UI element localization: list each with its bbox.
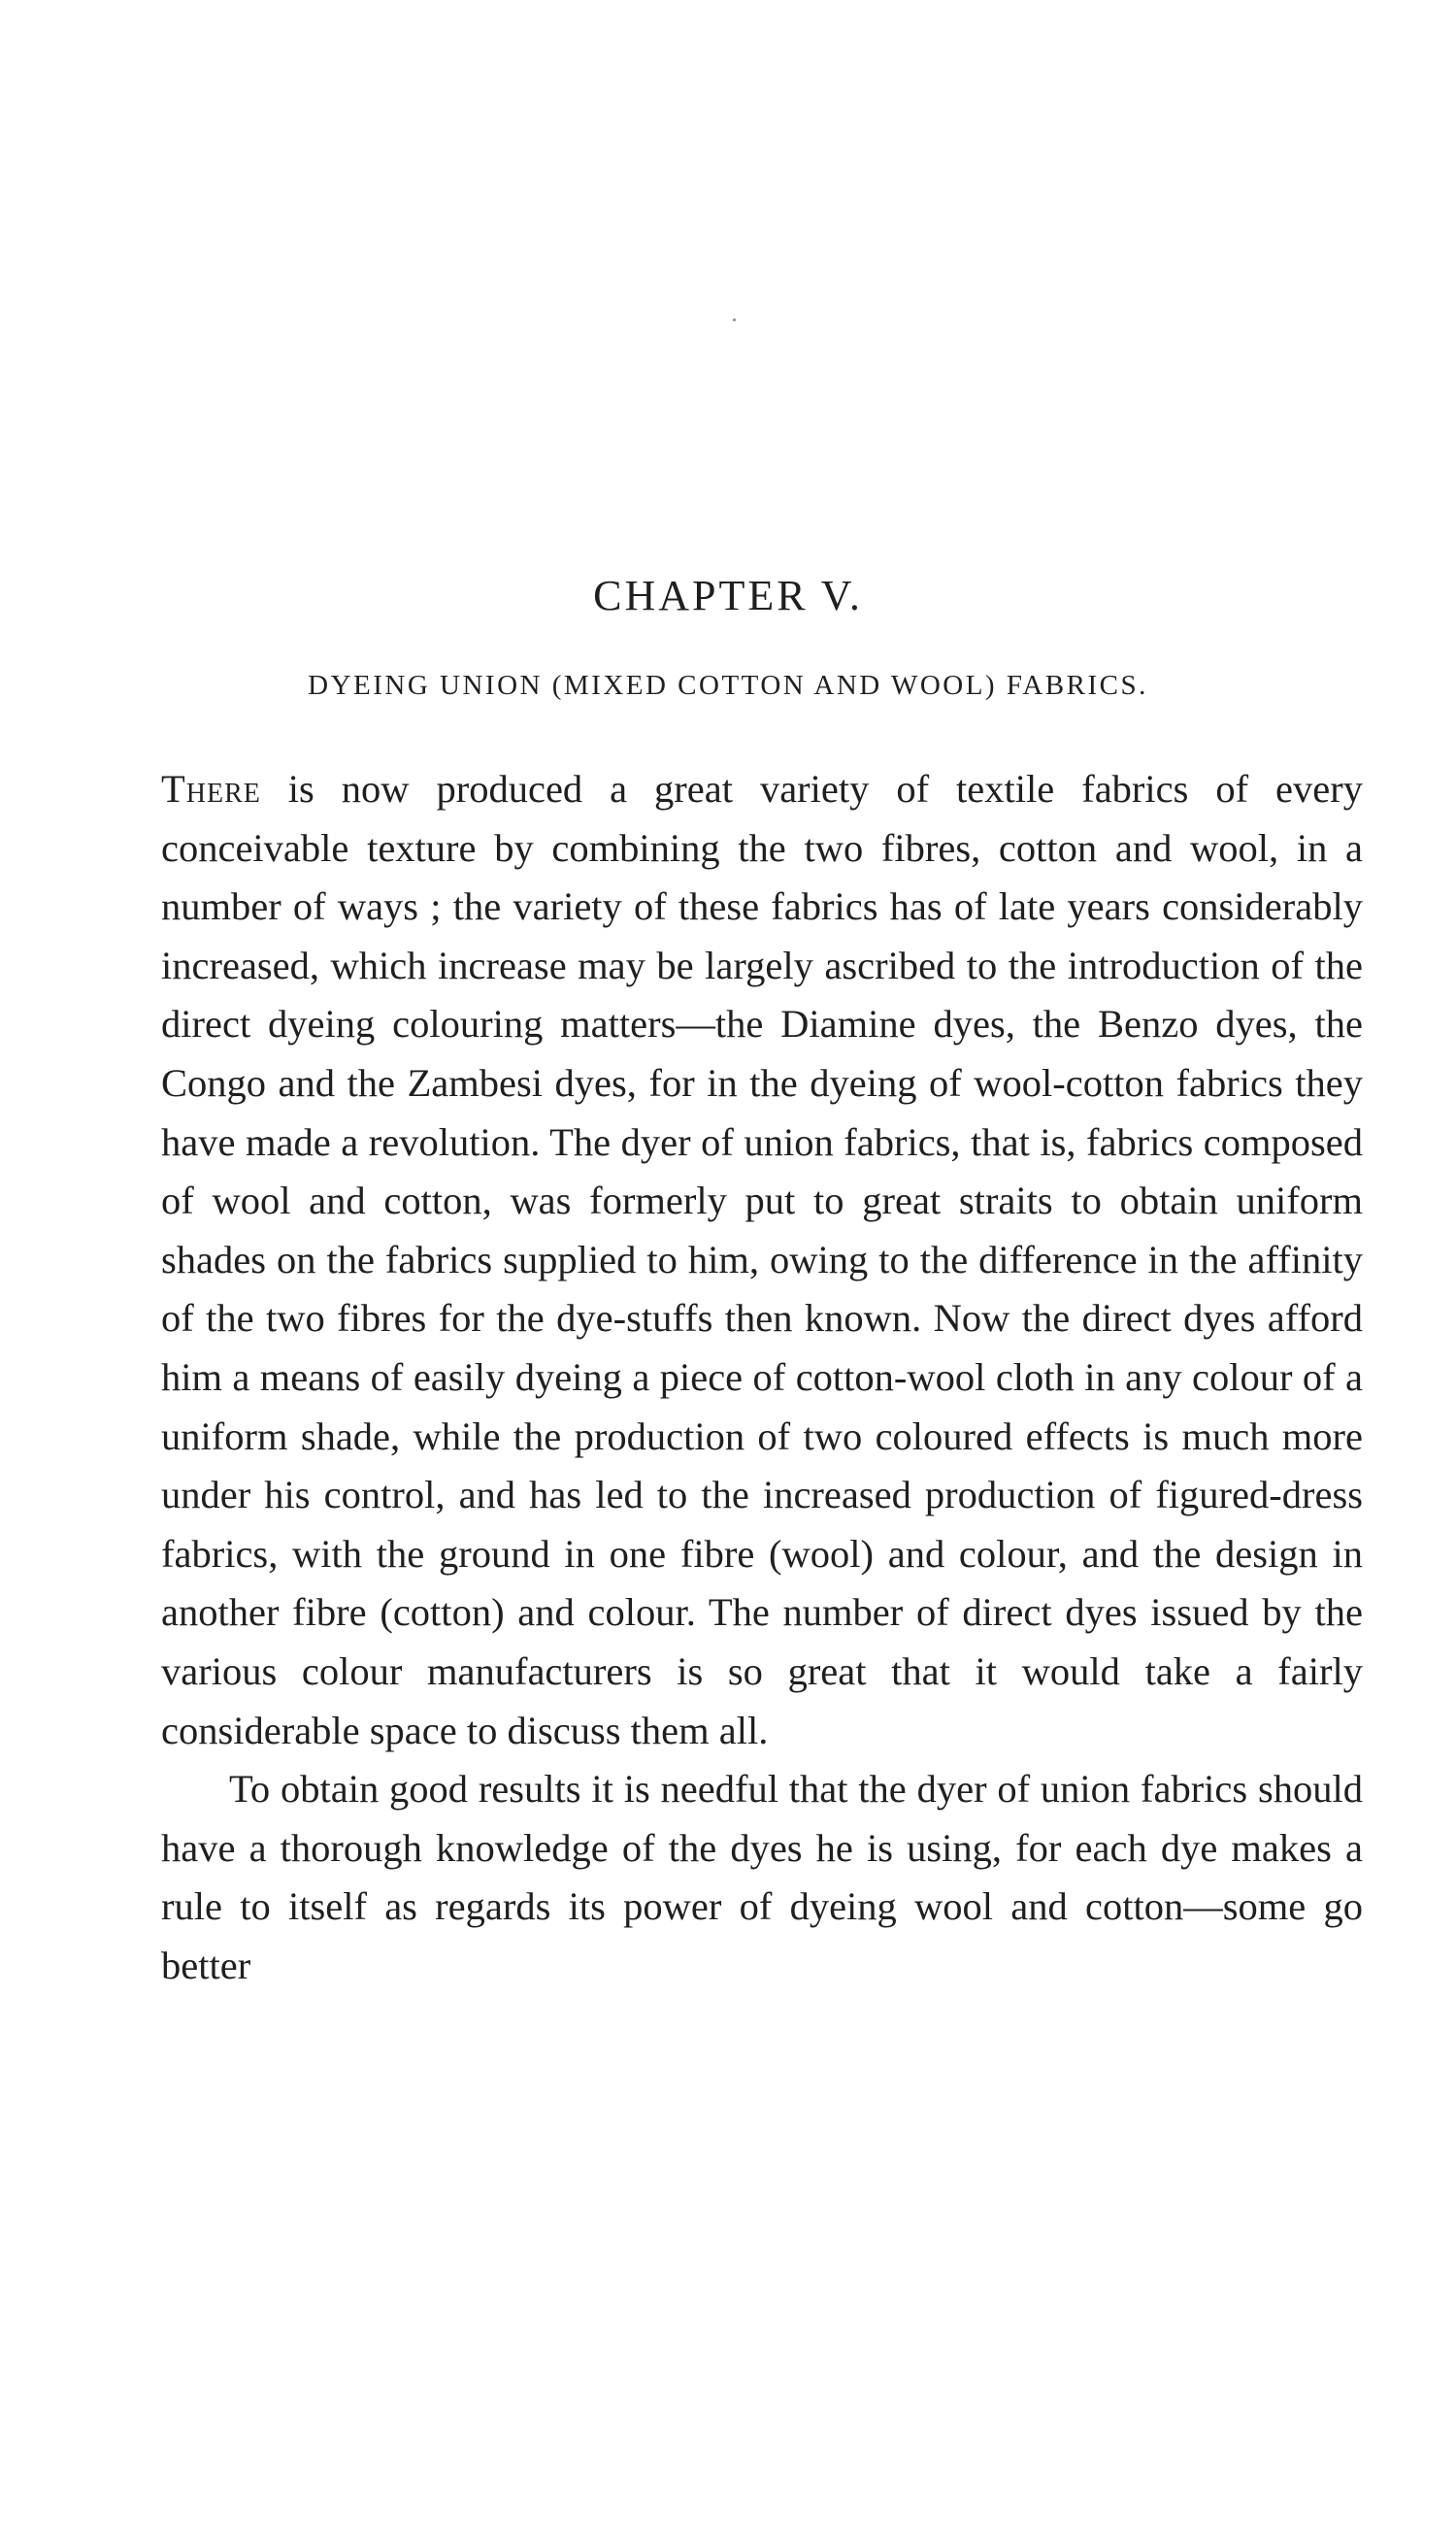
paragraph	[161, 1760, 1363, 1995]
chapter-subtitle: DYEING UNION (MIXED COTTON AND WOOL) FABRICS.	[308, 670, 1148, 701]
print-speck	[733, 318, 736, 321]
paragraph	[161, 760, 1363, 1760]
chapter-heading: CHAPTER V.	[593, 572, 863, 619]
body-text	[161, 760, 1363, 1995]
paragraph-text: To obtain good results it is needful that the dyer of union fabrics should have a thorough knowledge of the dyes he is using, for each dye makes a rule to itself as regards its power of dyeing wool and cotton—some go better	[161, 1767, 1363, 1987]
paragraph-text: is now produced a great variety of textile fabrics of every conceivable texture by combining the two fibres, cotton and wool, in a number of ways ; the variety of these fabrics has of late years considerably increased, which increase may be largely ascribed to the introduction of the direct dyeing colouring matters—the Diamine dyes, the Benzo dyes, the Congo and the Zambesi dyes, for in the dyeing of wool-cotton fabrics they have made a revolution. The dyer of union fabrics, that is, fabrics composed of wool and cotton, was formerly put to great straits to obtain uniform shades on the fabrics supplied to him, owing to the difference in the affinity of the two fibres for the dye-stuffs then known. Now the direct dyes afford him a means of easily dyeing a piece of cotton-wool cloth in any colour of a uniform shade, while the production of two coloured effects is much more under his control, and has led to the increased production of figured-dress fabrics, with the ground in one fibre (wool) and colour, and the design in another fibre (cotton) and colour. The number of direct dyes issued by the various colour manufacturers is so great that it would take a fairly considerable space to discuss them all.	[161, 767, 1363, 1752]
paragraph-lead-word: There	[161, 767, 261, 811]
